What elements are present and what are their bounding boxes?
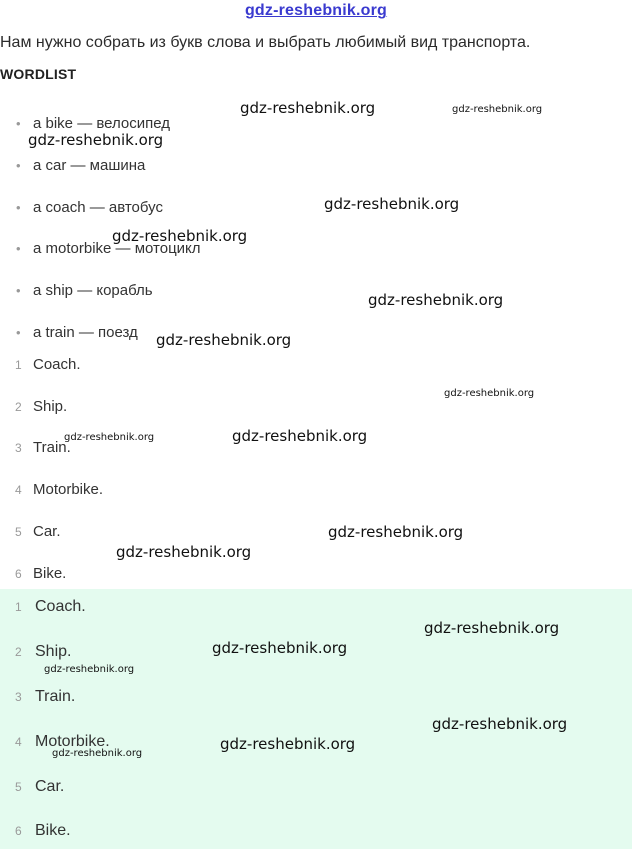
watermark: gdz-reshebnik.org bbox=[324, 195, 460, 213]
wordlist-item-text: a car — машина bbox=[33, 157, 146, 174]
watermark: gdz-reshebnik.org bbox=[232, 427, 368, 445]
intro-text: Нам нужно собрать из букв слова и выбрать любимый вид транспорта. bbox=[0, 34, 531, 51]
solution-number: 1 bbox=[15, 600, 22, 614]
wordlist-item bbox=[0, 280, 260, 302]
watermark: gdz-reshebnik.org bbox=[112, 227, 248, 245]
bullet-icon: • bbox=[16, 158, 21, 173]
wordlist-item-text: a motorbike — мотоцикл bbox=[33, 240, 201, 257]
wordlist-item-text: a train — поезд bbox=[33, 324, 138, 341]
answer-text: Train. bbox=[33, 439, 71, 456]
bullet-icon: • bbox=[16, 241, 21, 256]
solution-item bbox=[0, 595, 220, 619]
watermark: gdz-reshebnik.org bbox=[156, 331, 292, 349]
watermark: gdz-reshebnik.org bbox=[28, 131, 164, 149]
answer-number: 2 bbox=[15, 400, 22, 414]
answer-text: Ship. bbox=[33, 398, 68, 415]
solution-number: 2 bbox=[15, 645, 22, 659]
solution-text: Car. bbox=[35, 778, 65, 795]
bullet-icon: • bbox=[16, 283, 21, 298]
wordlist-item-text: a ship — корабль bbox=[33, 282, 153, 299]
wordlist-title: WORDLIST bbox=[0, 66, 77, 82]
watermark: gdz-reshebnik.org bbox=[220, 735, 356, 753]
answer-text: Car. bbox=[33, 523, 61, 540]
answer-item bbox=[0, 396, 220, 418]
wordlist-item bbox=[0, 155, 260, 177]
watermark: gdz-reshebnik.org bbox=[52, 748, 143, 759]
answer-number: 1 bbox=[15, 358, 22, 372]
solution-item bbox=[0, 685, 220, 709]
answer-text: Bike. bbox=[33, 565, 67, 582]
wordlist-item bbox=[0, 197, 260, 219]
answer-number: 5 bbox=[15, 525, 22, 539]
watermark: gdz-reshebnik.org bbox=[432, 715, 568, 733]
wordlist-item-text: a bike — велосипед bbox=[33, 115, 171, 132]
solution-number: 5 bbox=[15, 780, 22, 794]
solution-item bbox=[0, 640, 220, 664]
solution-text: Motorbike. bbox=[35, 733, 110, 750]
answer-number: 3 bbox=[15, 441, 22, 455]
solution-text: Train. bbox=[35, 688, 76, 705]
solution-text: Ship. bbox=[35, 643, 72, 660]
answer-number: 6 bbox=[15, 567, 22, 581]
answer-item bbox=[0, 479, 220, 501]
solution-number: 6 bbox=[15, 824, 22, 838]
solution-text: Bike. bbox=[35, 822, 71, 839]
answer-item bbox=[0, 354, 220, 376]
answer-text: Motorbike. bbox=[33, 481, 104, 498]
solution-number: 3 bbox=[15, 690, 22, 704]
answer-item bbox=[0, 563, 220, 585]
watermark: gdz-reshebnik.org bbox=[64, 432, 155, 443]
bullet-icon: • bbox=[16, 325, 21, 340]
solution-item bbox=[0, 775, 220, 799]
solution-item bbox=[0, 819, 220, 843]
watermark: gdz-reshebnik.org bbox=[116, 543, 252, 561]
bullet-icon: • bbox=[16, 116, 21, 131]
watermark: gdz-reshebnik.org bbox=[44, 664, 135, 675]
watermark: gdz-reshebnik.org bbox=[328, 523, 464, 541]
answer-text: Coach. bbox=[33, 356, 81, 373]
answer-item bbox=[0, 521, 220, 543]
watermark: gdz-reshebnik.org bbox=[240, 99, 376, 117]
site-header-link[interactable]: gdz-reshebnik.org bbox=[244, 2, 388, 19]
watermark: gdz-reshebnik.org bbox=[368, 291, 504, 309]
solution-number: 4 bbox=[15, 735, 22, 749]
answer-number: 4 bbox=[15, 483, 22, 497]
watermark: gdz-reshebnik.org bbox=[212, 639, 348, 657]
wordlist-item-text: a coach — автобус bbox=[33, 199, 163, 216]
watermark: gdz-reshebnik.org bbox=[424, 619, 560, 637]
solution-text: Coach. bbox=[35, 598, 86, 615]
watermark: gdz-reshebnik.org bbox=[444, 388, 535, 399]
watermark: gdz-reshebnik.org bbox=[452, 104, 543, 115]
bullet-icon: • bbox=[16, 200, 21, 215]
